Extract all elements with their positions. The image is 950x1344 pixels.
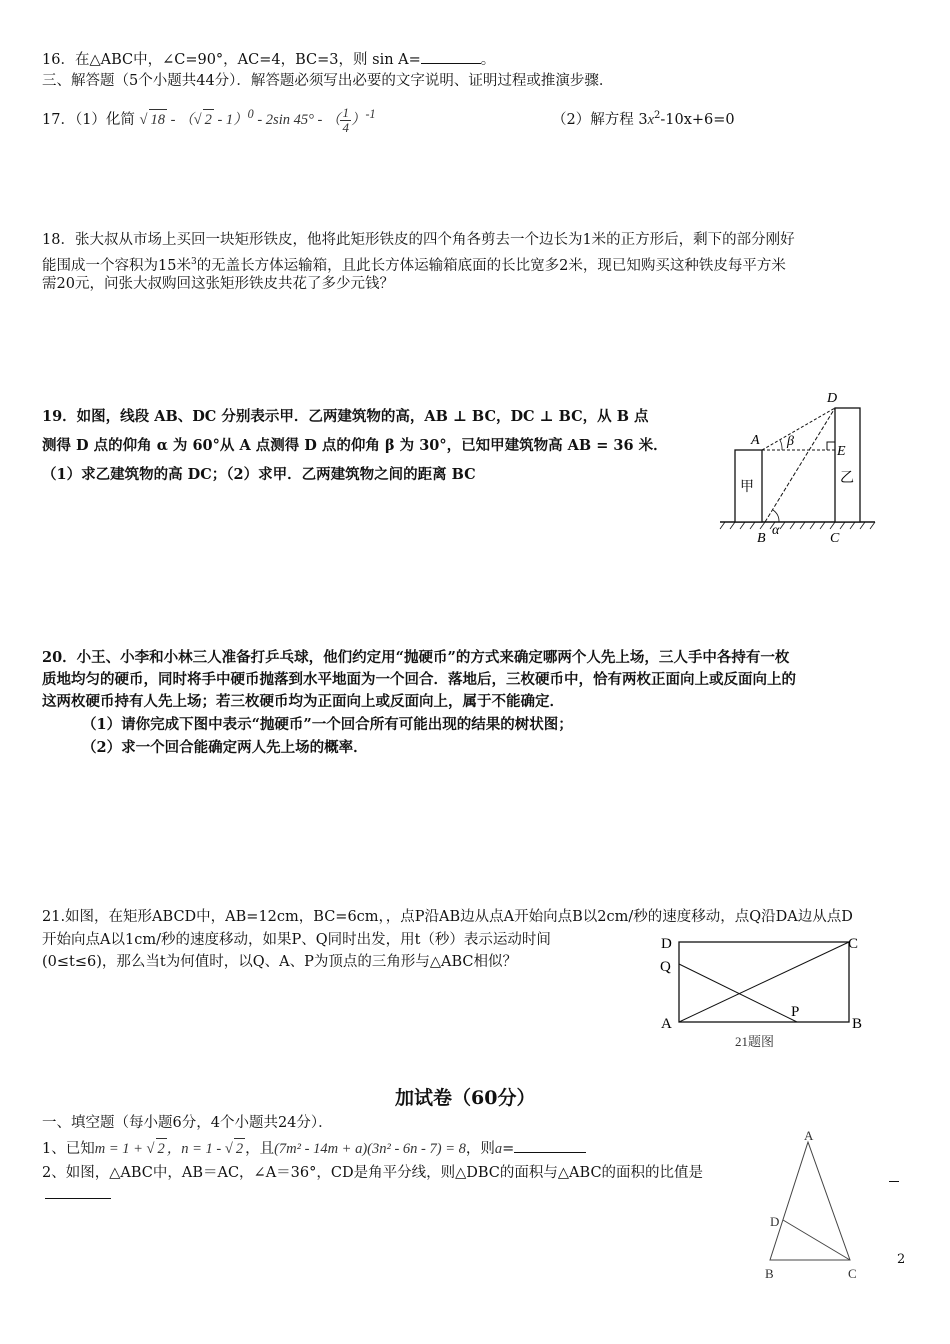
- q18-line1: 18．张大叔从市场上买回一块矩形铁皮，他将此矩形铁皮的四个角各剪去一个边长为1米的正方形后，剩下的部分刚好: [42, 232, 795, 248]
- q17-frac-num: 1: [342, 105, 349, 120]
- q16-end: 。: [480, 52, 496, 68]
- section3-heading: 三、解答题（5个小题共44分）．解答题必须写出必要的文字说明、证明过程或推演步骤．: [42, 73, 614, 89]
- q18-line2a: 能围成一个容积为15米: [42, 257, 191, 274]
- label-B: B: [757, 531, 766, 546]
- label-A: A: [804, 1128, 814, 1143]
- p1-then: ，则: [465, 1141, 495, 1157]
- label-D: D: [661, 936, 672, 952]
- triangle-ABC: [770, 1142, 850, 1260]
- q17-expression: √ 18 - （√ 2 - 1）$^0$ - 2sin 45° - （ $\frac{1}{4}$ ）$^{-1}$: [139, 105, 376, 135]
- margin-dash: [889, 1181, 899, 1182]
- q17-exp-neg1: -1: [365, 107, 376, 121]
- label-yi: 乙: [840, 471, 854, 486]
- label-A: A: [751, 433, 760, 448]
- label-C: C: [848, 1266, 857, 1281]
- label-B: B: [852, 1016, 863, 1032]
- q17-p2-sup: 2: [654, 110, 661, 121]
- page-number: 2: [897, 1252, 906, 1267]
- p1-prefix: 1、已知: [42, 1141, 95, 1157]
- q20-line1: 20．小王、小李和小林三人准备打乒乓球，他们约定用“抛硬币”的方式来确定哪两个人先上场，三人手中各持有一枚: [42, 649, 790, 666]
- q21-line2: 开始向点A以1cm/秒的速度移动，如果P、Q同时出发，用t（秒）表示运动时间: [42, 932, 551, 948]
- label-jia: 甲: [740, 480, 754, 495]
- q19-line2: 测得 D 点的仰角 α 为 60°从 A 点测得 D 点的仰角 β 为 30°，已知甲建筑物高 AB = 36 米．: [42, 437, 668, 454]
- q18-line2b: 的无盖长方体运输箱，且此长方体运输箱底面的长比宽多2米，现已知购买这种铁皮每平方米: [196, 257, 786, 274]
- label-Q: Q: [660, 959, 671, 975]
- q17-exp0: 0: [247, 107, 254, 121]
- q16-text: 16．在△ABC中，∠C=90°，AC=4，BC=3，则 sin A=: [42, 52, 421, 68]
- q20-line2: 质地均匀的硬币，同时将手中硬币抛落到水平地面为一个回合．落地后，三枚硬币中，恰有两枚正面向上或反面向上的: [42, 671, 796, 688]
- q19-line3: （1）求乙建筑物的高 DC；（2）求甲．乙两建筑物之间的距离 BC: [42, 466, 476, 483]
- diagonal-AC: [679, 942, 849, 1022]
- label-C: C: [848, 936, 859, 952]
- extra-p1: 1、已知m = 1 + √ 2 ，n = 1 - √ 2 ，且(7m² - 14m + a)(3n² - 6n - 7) = 8，则a=: [42, 1138, 586, 1159]
- p1-eq: =: [502, 1141, 515, 1157]
- p1-n: ，n = 1 -: [166, 1141, 225, 1157]
- q17-sqrt18: 18: [149, 109, 168, 130]
- q17-label: 17．（1）化简: [42, 111, 135, 128]
- building-yi: [835, 408, 860, 522]
- q20-line4: （1）请你完成下图中表示“抛硬币”一个回合所有可能出现的结果的树状图；: [82, 716, 573, 733]
- line-AD: [762, 408, 835, 450]
- line-BD: [765, 408, 835, 522]
- q21-figure: [655, 928, 875, 1053]
- q18-line3: 需20元，问张大叔购回这张矩形铁皮共花了多少元钱？: [42, 276, 394, 292]
- label-A: A: [661, 1016, 672, 1032]
- label-C: C: [830, 531, 840, 546]
- q20-line3: 这两枚硬币持有人先上场；若三枚硬币均为正面向上或反面向上，属于不能确定．: [42, 693, 564, 710]
- q16-answer-blank[interactable]: [421, 49, 481, 64]
- q17-p2-x: x: [647, 111, 654, 128]
- q17-sqrt2: 2: [203, 109, 214, 130]
- right-angle-mark: [827, 442, 835, 450]
- q16-line: [42, 49, 495, 70]
- q17-e6: - 2sin 45° - （: [253, 111, 341, 128]
- q17-part2: [552, 106, 735, 130]
- ground-hatch: [720, 522, 875, 529]
- p2-answer-blank[interactable]: [45, 1198, 111, 1199]
- label-B: B: [765, 1266, 774, 1281]
- p1-sqrt: 2: [156, 1138, 167, 1159]
- p1-answer-blank[interactable]: [514, 1138, 586, 1153]
- q17-e7: ）: [350, 111, 366, 128]
- q17-p2-label: （2）解方程 3: [552, 111, 648, 128]
- p1-m: m = 1 +: [94, 1141, 147, 1157]
- extra-p2: 2、如图，△ABC中，AB＝AC，∠A＝36°，CD是角平分线，则△DBC的面积与△ABC的面积的比值是: [42, 1165, 704, 1181]
- label-P: P: [791, 1004, 800, 1020]
- q17-e4: - 1）: [213, 111, 248, 128]
- p1-and: ，且: [245, 1141, 275, 1157]
- label-E: E: [837, 444, 846, 459]
- label-D: D: [770, 1214, 780, 1229]
- label-D: D: [827, 391, 838, 406]
- q19-line1: 19．如图，线段 AB、DC 分别表示甲．乙两建筑物的高，AB ⊥ BC，DC ⊥ BC，从 B 点: [42, 408, 649, 425]
- p1-a: a: [494, 1141, 503, 1157]
- label-alpha: α: [772, 523, 780, 538]
- beta-arc: [780, 440, 782, 450]
- label-beta: β: [787, 434, 794, 449]
- q17-e2: - （: [167, 111, 194, 128]
- extra-title: 加试卷（60分）: [395, 1087, 536, 1109]
- q17-frac-den: 4: [342, 120, 349, 135]
- q17-line: [42, 104, 376, 135]
- q17-fraction: [340, 106, 351, 135]
- p1-sqrt2: 2: [234, 1138, 245, 1159]
- q21-line1: 21.如图，在矩形ABCD中，AB=12cm，BC=6cm，，点P沿AB边从点A开始向点B以2cm/秒的速度移动，点Q沿DA边从点D: [42, 909, 853, 925]
- bisector-CD: [783, 1220, 850, 1260]
- alpha-arc: [773, 510, 779, 522]
- extra-section1: 一、填空题（每小题6分，4个小题共24分）．: [42, 1115, 333, 1131]
- extra-triangle-figure: [760, 1128, 870, 1288]
- q18-line2: [42, 252, 786, 276]
- q18-line2-sup: 3: [190, 257, 197, 267]
- p1-expression: (7m² - 14m + a)(3n² - 6n - 7) = 8: [274, 1141, 466, 1157]
- q17-p2-rest: -10x+6=0: [660, 111, 735, 128]
- q20-line5: （2）求一个回合能确定两人先上场的概率．: [82, 739, 368, 756]
- q19-figure: [715, 388, 885, 550]
- figure-caption: 21题图: [735, 1034, 775, 1049]
- q21-line3: (0≤t≤6)，那么当t为何值时，以Q、A、P为顶点的三角形与△ABC相似？: [42, 954, 517, 970]
